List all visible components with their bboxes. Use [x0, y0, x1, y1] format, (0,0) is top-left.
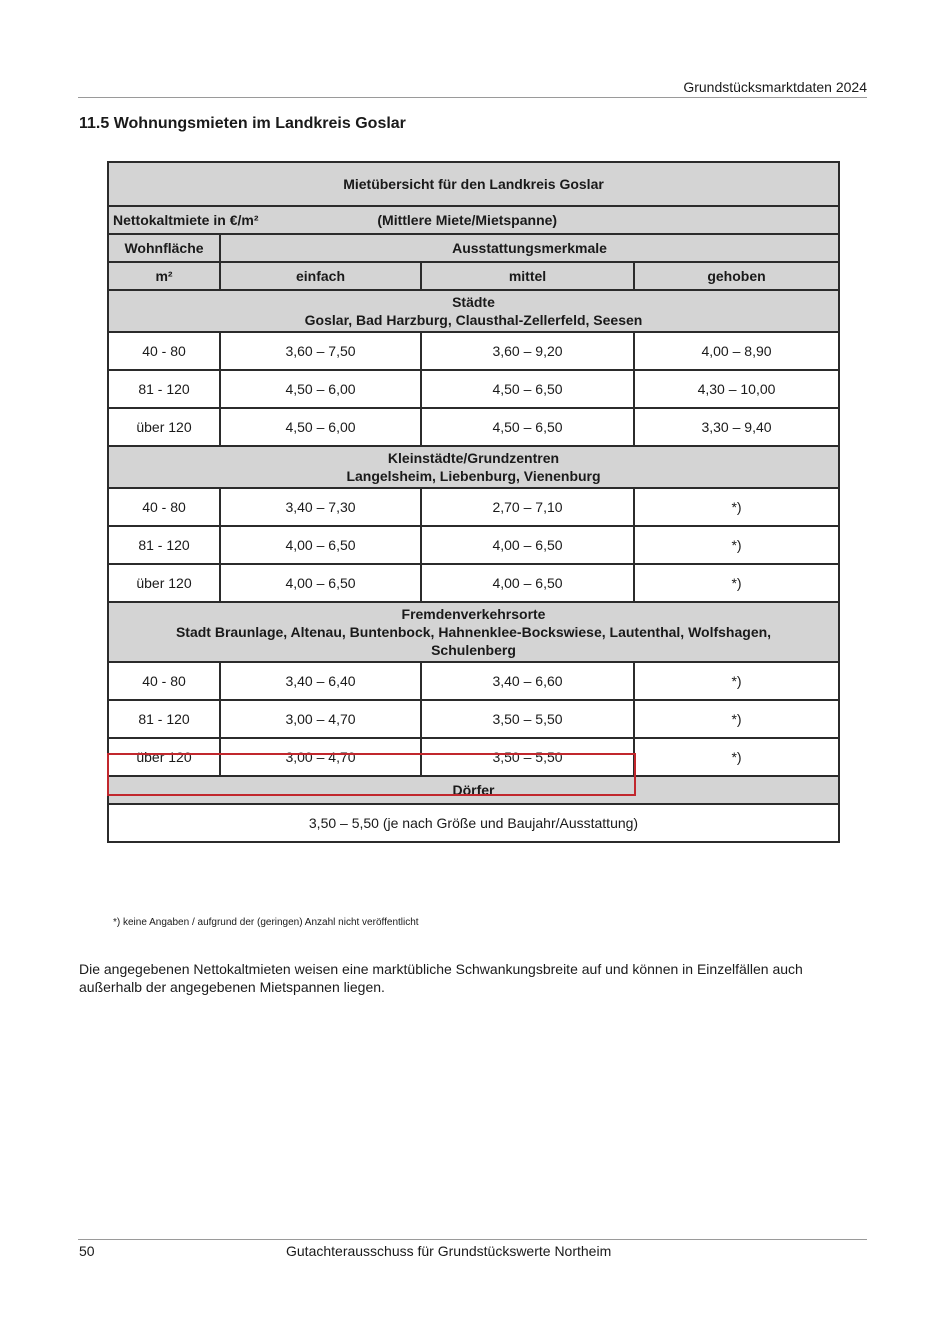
group-header — [108, 446, 839, 488]
footnote: *) keine Angaben / aufgrund der (geringen) Anzahl nicht veröffentlicht — [113, 917, 419, 928]
mittel-cell: 3,50 – 5,50 — [421, 738, 634, 776]
einfach-cell: 4,00 – 6,50 — [220, 526, 421, 564]
page-number: 50 — [79, 1243, 95, 1259]
group-places: Langelsheim, Liebenburg, Vienenburg — [346, 468, 601, 484]
section-title: 11.5 Wohnungsmieten im Landkreis Goslar — [79, 115, 406, 132]
table-row — [108, 738, 839, 776]
einfach-cell: 3,00 – 4,70 — [220, 700, 421, 738]
gehoben-cell: *) — [634, 564, 839, 602]
table-row — [108, 370, 839, 408]
area-cell: 40 - 80 — [108, 332, 220, 370]
unit-row — [108, 206, 839, 234]
footer-text: Gutachterausschuss für Grundstückswerte Northeim — [286, 1243, 612, 1259]
area-cell: über 120 — [108, 738, 220, 776]
col-mittel: mittel — [421, 262, 634, 290]
footer-rule — [78, 1239, 867, 1240]
table-row — [108, 488, 839, 526]
table-caption: Mietübersicht für den Landkreis Goslar — [108, 162, 839, 206]
mittel-cell: 4,00 – 6,50 — [421, 564, 634, 602]
gehoben-cell: *) — [634, 488, 839, 526]
mittel-cell: 3,60 – 9,20 — [421, 332, 634, 370]
gehoben-cell: 3,30 – 9,40 — [634, 408, 839, 446]
col-area: Wohnfläche — [108, 234, 220, 262]
mittel-cell: 4,50 – 6,50 — [421, 408, 634, 446]
gehoben-cell: *) — [634, 526, 839, 564]
group-places: Stadt Braunlage, Altenau, Buntenbock, Hahnenklee-Bockswiese, Lautenthal, Wolfshagen, — [175, 624, 772, 640]
col-features: Ausstattungsmerkmale — [220, 234, 839, 262]
einfach-cell: 4,00 – 6,50 — [220, 564, 421, 602]
villages-value: 3,50 – 5,50 (je nach Größe und Baujahr/Ausstattung) — [108, 804, 839, 842]
rent-table — [107, 161, 840, 843]
mittel-cell: 4,00 – 6,50 — [421, 526, 634, 564]
area-cell: über 120 — [108, 408, 220, 446]
einfach-cell: 4,50 – 6,00 — [220, 408, 421, 446]
col-einfach: einfach — [220, 262, 421, 290]
table-row — [108, 332, 839, 370]
villages-header: Dörfer — [108, 776, 839, 804]
gehoben-cell: 4,00 – 8,90 — [634, 332, 839, 370]
running-header: Grundstücksmarktdaten 2024 — [683, 79, 867, 95]
group-title: Kleinstädte/Grundzentren — [387, 450, 560, 466]
mittel-cell: 2,70 – 7,10 — [421, 488, 634, 526]
area-cell: über 120 — [108, 564, 220, 602]
group-header — [108, 602, 839, 662]
gehoben-cell: *) — [634, 700, 839, 738]
mittel-cell: 3,50 – 5,50 — [421, 700, 634, 738]
mittel-cell: 4,50 – 6,50 — [421, 370, 634, 408]
area-cell: 81 - 120 — [108, 370, 220, 408]
einfach-cell: 3,00 – 4,70 — [220, 738, 421, 776]
einfach-cell: 4,50 – 6,00 — [220, 370, 421, 408]
unit-label: Nettokaltmiete in €/m² — [113, 212, 259, 228]
group-places: Goslar, Bad Harzburg, Clausthal-Zellerfeld, Seesen — [304, 312, 643, 328]
group-header — [108, 290, 839, 332]
body-paragraph: Die angegebenen Nettokaltmieten weisen eine marktübliche Schwankungsbreite auf und können in Einzelfällen auch außerhalb der angegebenen Mietspannen liegen. — [79, 961, 803, 995]
table-row — [108, 526, 839, 564]
col-gehoben: gehoben — [634, 262, 839, 290]
group-title: Städte — [452, 294, 495, 310]
einfach-cell: 3,40 – 6,40 — [220, 662, 421, 700]
gehoben-cell: *) — [634, 738, 839, 776]
area-cell: 81 - 120 — [108, 526, 220, 564]
table-row — [108, 564, 839, 602]
table-row — [108, 700, 839, 738]
group-places-cont: Schulenberg — [431, 642, 516, 658]
gehoben-cell: 4,30 – 10,00 — [634, 370, 839, 408]
mittel-cell: 3,40 – 6,60 — [421, 662, 634, 700]
table-row — [108, 662, 839, 700]
table-row — [108, 408, 839, 446]
header-rule — [78, 97, 867, 98]
col-unit: m² — [108, 262, 220, 290]
einfach-cell: 3,60 – 7,50 — [220, 332, 421, 370]
group-title: Fremdenverkehrsorte — [401, 606, 546, 622]
gehoben-cell: *) — [634, 662, 839, 700]
einfach-cell: 3,40 – 7,30 — [220, 488, 421, 526]
unit-note: (Mittlere Miete/Mietspanne) — [377, 212, 558, 228]
area-cell: 81 - 120 — [108, 700, 220, 738]
area-cell: 40 - 80 — [108, 662, 220, 700]
area-cell: 40 - 80 — [108, 488, 220, 526]
